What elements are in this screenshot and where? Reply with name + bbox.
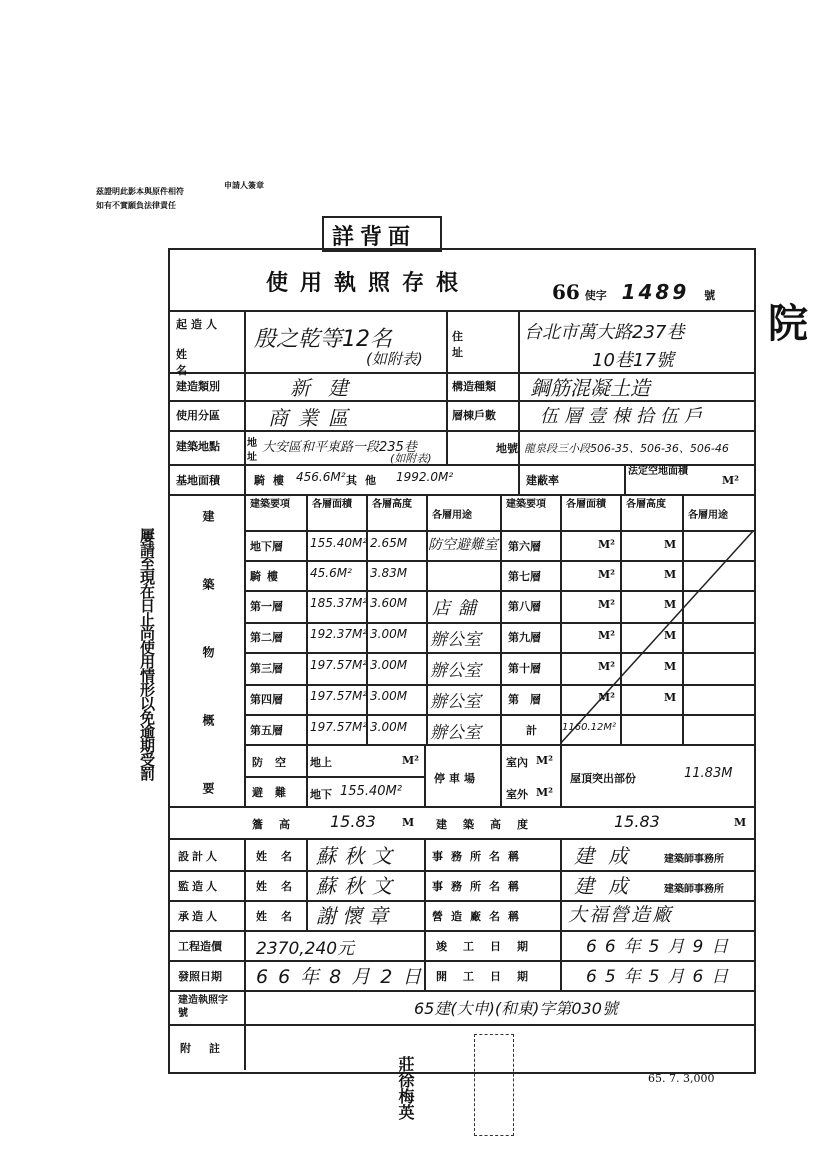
hdr-height-2: 各層高度	[626, 499, 666, 510]
site-area-label: 基地面積	[176, 474, 220, 487]
build-type-label: 建造類別	[176, 380, 220, 393]
floor-name: 第五層	[250, 724, 283, 737]
certification-stamp	[96, 178, 326, 218]
cert-line-1: 茲證明此影本與原件相符	[96, 186, 184, 196]
bldg-height-unit: M	[734, 816, 747, 829]
floor-area: 197.57M²	[310, 689, 368, 703]
floor-height-unit: M	[664, 629, 677, 642]
hdr-height: 各層高度	[372, 499, 412, 510]
site-label: 建築地點	[176, 440, 220, 453]
site-sub-1: 地	[247, 438, 257, 449]
completion-label: 竣工日期	[436, 940, 544, 953]
side-note: 屢請至現在日止尚使用情形以免逾期受罰	[138, 528, 156, 780]
right-partial-text: 院	[768, 300, 808, 347]
floor-height-unit: M	[664, 660, 677, 673]
floors-label: 層棟戶數	[452, 409, 496, 422]
floor-height: 3.00M	[370, 689, 408, 703]
floor-height: 2.65M	[370, 536, 408, 550]
floor-use: 辦公室	[430, 661, 481, 681]
hdr-item-2: 建築要項	[506, 499, 546, 510]
floor-area-unit: M²	[598, 629, 615, 642]
section-label: 建築物概要	[201, 510, 215, 850]
license-num: 1489	[621, 280, 690, 304]
cost-value: 2370,240元	[256, 939, 355, 959]
bottom-stamp-left	[474, 1034, 514, 1136]
eave-unit: M	[402, 816, 415, 829]
header-tag-text: 詳背面	[332, 224, 417, 250]
structure-label: 構造種類	[452, 380, 496, 393]
other-label: 其他	[346, 474, 384, 487]
other-value: 1992.0M²	[396, 470, 454, 484]
supervisor-label: 監造人	[178, 880, 220, 893]
floor-height: 3.00M	[370, 658, 408, 672]
floor-area: 197.57M²	[310, 720, 368, 734]
shelter-label-1: 防空	[252, 756, 298, 769]
floor-name: 第二層	[250, 631, 283, 644]
floor-area: 155.40M²	[310, 536, 368, 550]
cert-line-3: 申請人簽章	[224, 180, 264, 190]
floor-name: 第三層	[250, 662, 283, 675]
license-kind: 使字	[584, 289, 607, 302]
contractor-label: 承造人	[178, 910, 220, 923]
designer-name-label: 姓名	[256, 850, 306, 863]
floor-use: 店舖	[432, 598, 484, 619]
structure-value: 鋼筋混凝土造	[530, 376, 650, 400]
cert-line-2: 如有不實願負法律責任	[96, 200, 176, 210]
cancel-diagonal	[560, 530, 754, 744]
roof-value: 11.83M	[684, 766, 733, 781]
floor-height-unit: M	[664, 598, 677, 611]
floor-name: 第八層	[508, 600, 541, 613]
site-value: 大安區和平東路一段235巷	[262, 440, 417, 455]
floor-name: 地下層	[250, 540, 283, 553]
hdr-use-2: 各層用途	[688, 510, 728, 521]
roof-label: 屋頂突出部份	[570, 772, 636, 785]
use-zone-value: 商業區	[268, 406, 358, 430]
above-label: 地上	[310, 756, 332, 769]
floor-name: 騎樓	[250, 570, 284, 583]
parking-label: 停車場	[434, 772, 479, 785]
license-number	[552, 280, 715, 304]
builder-name: 殷之乾等12名	[254, 327, 392, 352]
contractor-firm-label: 營造廠名稱	[432, 910, 527, 923]
start-label: 開工日期	[436, 970, 544, 983]
indoor-unit: M²	[536, 754, 553, 767]
floor-area-unit: M²	[598, 538, 615, 551]
floor-use: 防空避難室	[428, 537, 498, 553]
floors-value: 伍層壹棟拾伍戶	[540, 406, 708, 427]
floor-use: 辦公室	[430, 692, 481, 712]
floor-name: 第九層	[508, 631, 541, 644]
supervisor-name: 蘇秋文	[316, 874, 400, 898]
completion-value: 66年5月9日	[586, 937, 737, 957]
hdr-use: 各層用途	[432, 510, 472, 521]
floor-name: 第 層	[508, 693, 541, 706]
builder-label	[176, 316, 236, 378]
floor-area-unit: M²	[598, 568, 615, 581]
designer-label: 設計人	[178, 850, 220, 863]
eave-value: 15.83	[330, 812, 376, 831]
floor-name: 第七層	[508, 570, 541, 583]
supervisor-office-suffix: 建築師事務所	[664, 884, 724, 895]
builder-label-2: 姓名	[176, 348, 207, 377]
use-zone-label: 使用分區	[176, 409, 220, 422]
arcade-label: 騎樓	[254, 474, 292, 487]
designer-office: 建成	[574, 844, 642, 868]
supervisor-name-label: 姓名	[256, 880, 306, 893]
floor-height: 3.60M	[370, 596, 408, 610]
contractor-name: 謝懷章	[316, 904, 394, 928]
below-label: 地下	[310, 788, 332, 801]
coverage-label: 建蔽率	[526, 474, 559, 487]
outdoor-label: 室外	[506, 788, 528, 801]
build-type-value: 新建	[290, 376, 366, 400]
contractor-name-label: 姓名	[256, 910, 306, 923]
outdoor-unit: M²	[536, 786, 553, 799]
cost-label: 工程造價	[178, 940, 222, 953]
form-title: 使用執照存根	[266, 270, 471, 296]
permit-label: 建造執照字號	[178, 995, 228, 1019]
open-space-label: 法定空地面積	[628, 466, 688, 477]
lot-value: 龍泉段三小段506-35、506-36、506-46	[524, 442, 729, 455]
floor-area: 197.57M²	[310, 658, 368, 672]
supervisor-office: 建成	[574, 874, 642, 898]
license-year: 66	[552, 280, 580, 304]
supervisor-office-label: 事務所名稱	[432, 880, 527, 893]
total-area: 1160.12M²	[562, 722, 616, 733]
floor-name: 計	[526, 724, 537, 737]
site-sub-2: 址	[247, 452, 257, 463]
contractor-firm: 大福營造廠	[568, 904, 674, 926]
floor-area: 192.37M²	[310, 627, 368, 641]
lot-label: 地號	[496, 442, 518, 455]
floor-height-unit: M	[664, 691, 677, 704]
address-label: 住址	[452, 330, 485, 359]
above-unit: M²	[402, 754, 419, 767]
address-value-2: 10巷17號	[592, 350, 674, 371]
below-value: 155.40M²	[340, 784, 402, 799]
floor-name: 第四層	[250, 693, 283, 706]
hdr-item: 建築要項	[250, 499, 290, 510]
start-value: 65年5月6日	[586, 967, 737, 987]
issue-label: 發照日期	[178, 970, 222, 983]
indoor-label: 室內	[506, 756, 528, 769]
floor-height-unit: M	[664, 538, 677, 551]
floor-use: 辦公室	[430, 630, 481, 650]
permit-value: 65建(大申)(和東)字第030號	[414, 999, 618, 1018]
floor-height: 3.00M	[370, 720, 408, 734]
designer-office-label: 事務所名稱	[432, 850, 527, 863]
floor-name: 第十層	[508, 662, 541, 675]
floor-area: 45.6M²	[310, 566, 352, 580]
builder-name-2: (如附表)	[366, 350, 423, 368]
floor-use: 辦公室	[430, 723, 481, 743]
bottom-stamp: 莊徐梅英	[396, 1056, 415, 1120]
bldg-height-label: 建築高度	[436, 818, 544, 831]
eave-label: 簷高	[252, 818, 306, 831]
header-tag	[322, 216, 442, 252]
address-value: 台北市萬大路237巷	[524, 322, 685, 343]
notes-label: 附註	[180, 1042, 238, 1055]
floor-name: 第一層	[250, 600, 283, 613]
issue-value: 66年8月2日	[256, 966, 432, 988]
floor-name: 第六層	[508, 540, 541, 553]
form-footer: 65. 7. 3,000	[648, 1072, 715, 1085]
floor-area-unit: M²	[598, 691, 615, 704]
floor-height: 3.00M	[370, 627, 408, 641]
designer-office-suffix: 建築師事務所	[664, 854, 724, 865]
hdr-area: 各層面積	[312, 499, 352, 510]
shelter-label-2: 避難	[252, 786, 298, 799]
open-space-unit: M²	[722, 474, 739, 487]
floor-area: 185.37M²	[310, 596, 368, 610]
site-value-2: (如附表)	[390, 452, 432, 465]
floor-height: 3.83M	[370, 566, 408, 580]
designer-name: 蘇秋文	[316, 844, 400, 868]
floor-height-unit: M	[664, 568, 677, 581]
bldg-height-value: 15.83	[614, 812, 660, 831]
builder-label-1: 起造人	[176, 318, 221, 331]
hdr-area-2: 各層面積	[566, 499, 606, 510]
floor-area-unit: M²	[598, 660, 615, 673]
license-suffix: 號	[704, 289, 716, 302]
floor-area-unit: M²	[598, 598, 615, 611]
arcade-value: 456.6M²	[296, 470, 346, 484]
